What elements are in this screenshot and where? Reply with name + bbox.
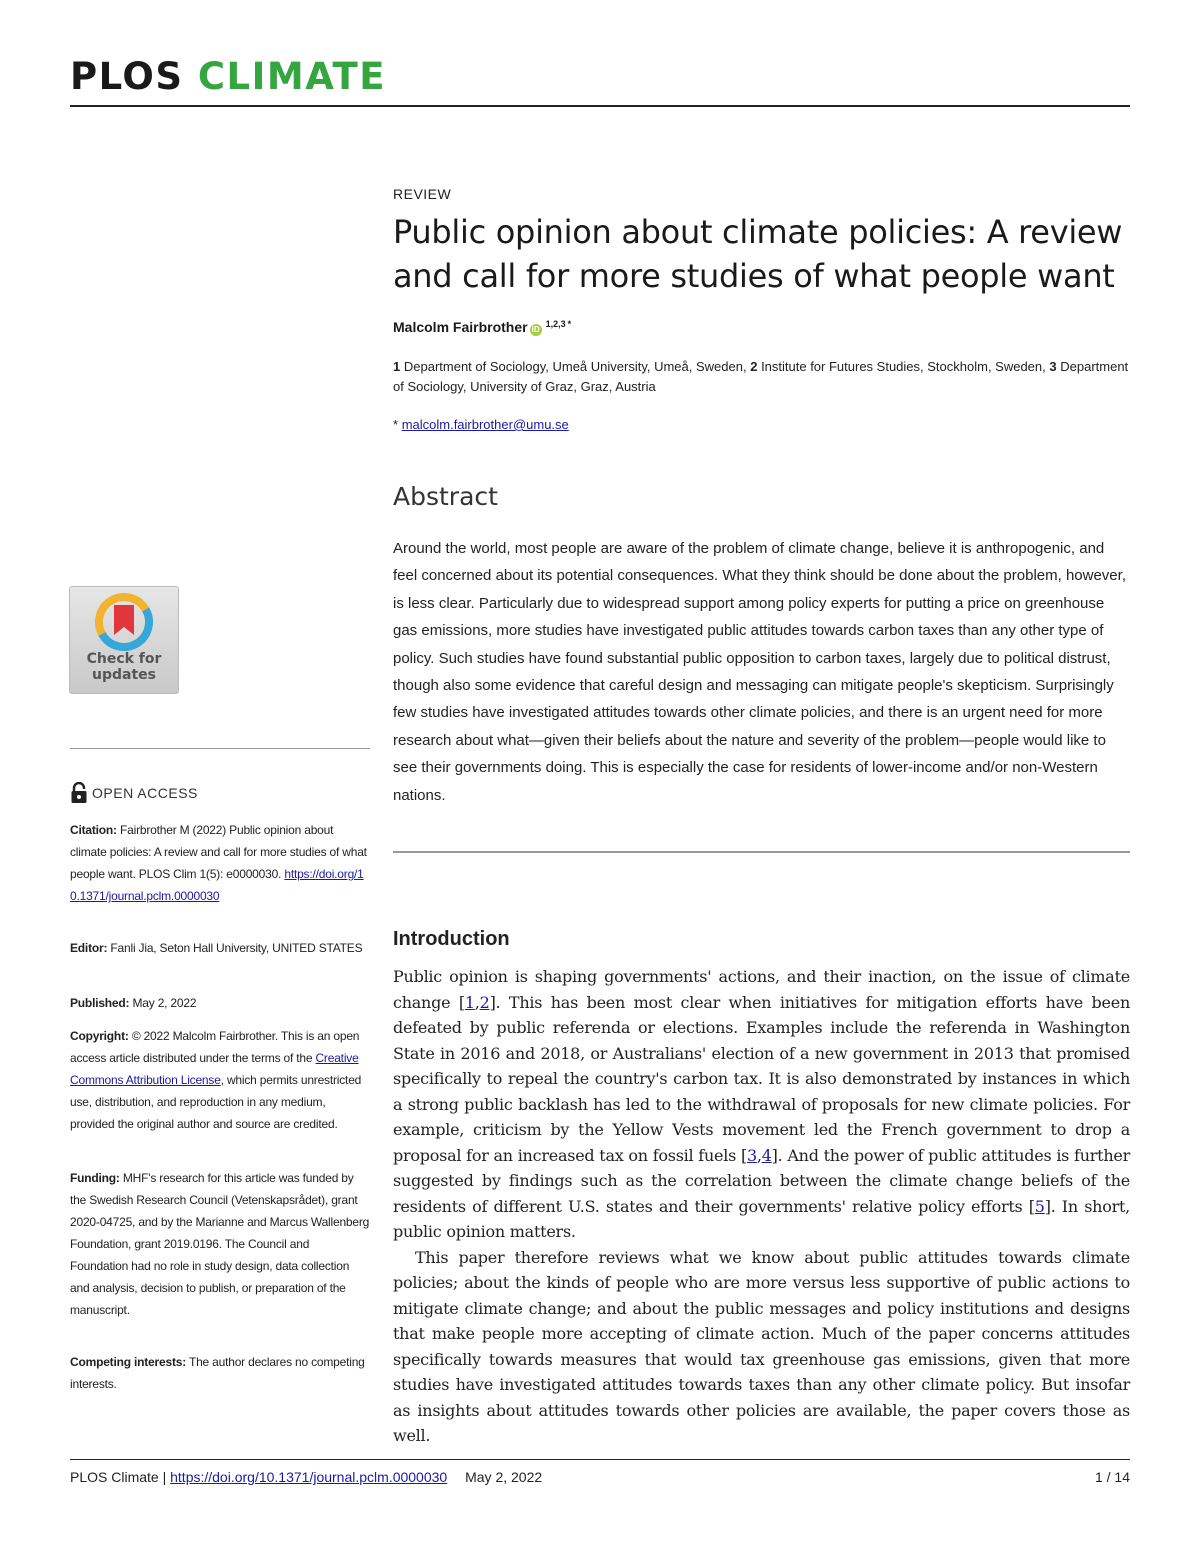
badge-line: updates (92, 667, 156, 683)
published-label: Published: (70, 996, 130, 1010)
competing-interests-block (70, 1351, 370, 1395)
funding-label: Funding: (70, 1171, 120, 1185)
affiliation-text: Department of Sociology, University of Graz, Graz, Austria (393, 359, 1129, 394)
crossmark-icon (94, 593, 154, 651)
author-line (393, 319, 1130, 336)
affiliation-text: Institute for Futures Studies, Stockholm, Sweden, (761, 359, 1046, 374)
page-number: 1 / 14 (1094, 1469, 1130, 1485)
journal-logo-climate: CLIMATE (197, 55, 386, 98)
badge-line: Check for (86, 651, 162, 667)
citation-doi-link[interactable]: https://doi.org/10.1371/journal.pclm.0000030 (70, 867, 364, 903)
open-access-label (70, 782, 198, 804)
citation-block (70, 819, 370, 907)
competing-label: Competing interests: (70, 1355, 187, 1369)
affiliation-number: 3 (1049, 359, 1057, 374)
text-run: ]. In short, public opinion matters. (393, 1196, 1131, 1241)
abstract-heading: Abstract (393, 482, 498, 511)
corresponding-email (393, 417, 1130, 432)
affiliation-number: 1 (393, 359, 401, 374)
citation-text: Fairbrother M (2022) Public opinion about climate policies: A review and call for more studies of what people want. PLOS Clim 1(5): e0000030. (70, 823, 367, 881)
reference-link[interactable]: 2 (479, 992, 490, 1012)
footer-doi-link[interactable]: https://doi.org/10.1371/journal.pclm.0000030 (170, 1469, 448, 1485)
open-access-text: OPEN ACCESS (92, 785, 198, 801)
published-date: May 2, 2022 (132, 996, 197, 1010)
page-footer (70, 1469, 1130, 1485)
email-prefix: * (393, 417, 399, 432)
affiliations (393, 357, 1130, 397)
article-title: Public opinion about climate policies: A review and call for more studies of what people want (393, 213, 1123, 295)
corresponding-mark: * (567, 319, 572, 329)
journal-logo (70, 55, 386, 98)
journal-logo-plos: PLOS (70, 55, 184, 98)
orcid-icon[interactable]: iD (531, 325, 540, 334)
citation-label: Citation: (70, 823, 117, 837)
author-affiliation-marks: 1,2,3 (545, 319, 566, 329)
article-type: REVIEW (393, 186, 452, 202)
paragraph: Public opinion is shaping governments' actions, and their inaction, on the issue of climate change [1,2]. This has been most clear when initiatives for mitigation efforts have been defeated by public referenda or elections. Examples include the referenda in Washington State in 2016 and 2018, or Australians' election of a new government in 2013 that promised specifically to repeal the country's carbon tax. It is also demonstrated by instances in which a strong public backlash has led to the withdrawal of proposals for new climate policies. For example, criticism by the Yellow Vests movement led the French government to drop a proposal for an increased tax on fossil fuels [3,4]. And the power of public attitudes is further suggested by findings such as the correlation between the climate change beliefs of the residents of different U.S. states and their governments' relative policy efforts [5]. In short, public opinion matters. (393, 967, 1131, 1241)
header-divider (70, 105, 1130, 107)
footer-divider (70, 1459, 1130, 1460)
sidebar-divider (70, 748, 370, 749)
competing-text: The author declares no competing interests. (70, 1355, 365, 1391)
funding-text: MHF's research for this article was funded by the Swedish Research Council (Vetenskapsrådet), grant 2020-04725, and by the Marianne and Marcus Wallenberg Foundation, grant 2019.0196. The Council and Foundation had no role in study design, data collection and analysis, decision to publish, or preparation of the manuscript. (70, 1171, 370, 1317)
affiliation-text: Department of Sociology, Umeå University, Umeå, Sweden, (403, 359, 747, 374)
reference-link[interactable]: 3 (746, 1145, 757, 1165)
author-name: Malcolm Fairbrother (393, 319, 528, 335)
abstract-divider (393, 851, 1130, 853)
footer-date: May 2, 2022 (465, 1469, 543, 1485)
text-run: ]. And the power of public attitudes is further suggested by findings such as the correlation between the climate change beliefs of the residents of different U.S. states and their governments' relative policy efforts [ (393, 1145, 1130, 1216)
funding-block (70, 1167, 370, 1321)
copyright-block (70, 1025, 370, 1135)
editor-block (70, 937, 370, 959)
footer-journal: PLOS Climate | (70, 1469, 167, 1485)
copyright-label: Copyright: (70, 1029, 129, 1043)
text-run: ]. This has been most clear when initiatives for mitigation efforts have been defeated by public referenda or elections. Examples include the referenda in Washington State in 2016 and 2018, or Australians' election of a new government in 2013 that promised specifically to repeal the country's carbon tax. It is also demonstrated by instances in which a strong public backlash has led to the withdrawal of proposals for new climate policies. For example, criticism by the Yellow Vests movement led the French government to drop a proposal for an increased tax on fossil fuels [ (393, 992, 1130, 1165)
open-lock-icon (70, 782, 88, 804)
badge-text (70, 651, 178, 683)
email-link[interactable]: malcolm.fairbrother@umu.se (401, 417, 569, 432)
license-link[interactable]: Creative Commons Attribution License (70, 1051, 359, 1087)
introduction-heading: Introduction (393, 928, 510, 950)
editor-text: Fanli Jia, Seton Hall University, UNITED STATES (110, 941, 363, 955)
check-for-updates-badge[interactable] (69, 586, 179, 694)
introduction-body (393, 964, 1130, 1449)
abstract-text: Around the world, most people are aware of the problem of climate change, believe it is anthropogenic, and feel concerned about its potential consequences. What they think should be done about the problem, however, is less clear. Particularly due to widespread support among policy experts for putting a price on greenhouse gas emissions, more studies have investigated public attitudes towards carbon taxes than any other type of policy. Such studies have found substantial public opposition to carbon taxes, largely due to political distrust, though also some evidence that careful design and messaging can mitigate people's skepticism. Surprisingly few studies have investigated attitudes towards other climate policies, and there is an urgent need for more research about what—given their beliefs about the nature and severity of the problem—people would like to see their governments doing. This is especially the case for residents of lower-income and/or non-Western nations. (393, 540, 1126, 804)
copyright-text: , which permits unrestricted use, distribution, and reproduction in any medium, provided the original author and source are credited. (70, 1073, 362, 1131)
editor-label: Editor: (70, 941, 108, 955)
paragraph: This paper therefore reviews what we know about public attitudes towards climate policies; about the kinds of people who are more versus less supportive of public actions to mitigate climate change; and about the public messages and policy institutions and designs that make people more accepting of climate action. Much of the paper concerns attitudes specifically towards measures that would tax greenhouse gas emissions, given that more studies have investigated attitudes towards taxes than any other climate policy. But insofar as insights about attitudes towards other policies are available, the paper covers those as well. (393, 1247, 1130, 1445)
published-block (70, 992, 370, 1014)
reference-link[interactable]: 1 (464, 992, 475, 1012)
text-run: Public opinion is shaping governments' actions, and their inaction, on the issue of climate change [ (393, 967, 1130, 1012)
affiliation-number: 2 (750, 359, 758, 374)
reference-link[interactable]: 4 (761, 1145, 772, 1165)
copyright-text: © 2022 Malcolm Fairbrother. This is an open access article distributed under the terms of the (70, 1029, 360, 1065)
reference-link[interactable]: 5 (1034, 1196, 1045, 1216)
